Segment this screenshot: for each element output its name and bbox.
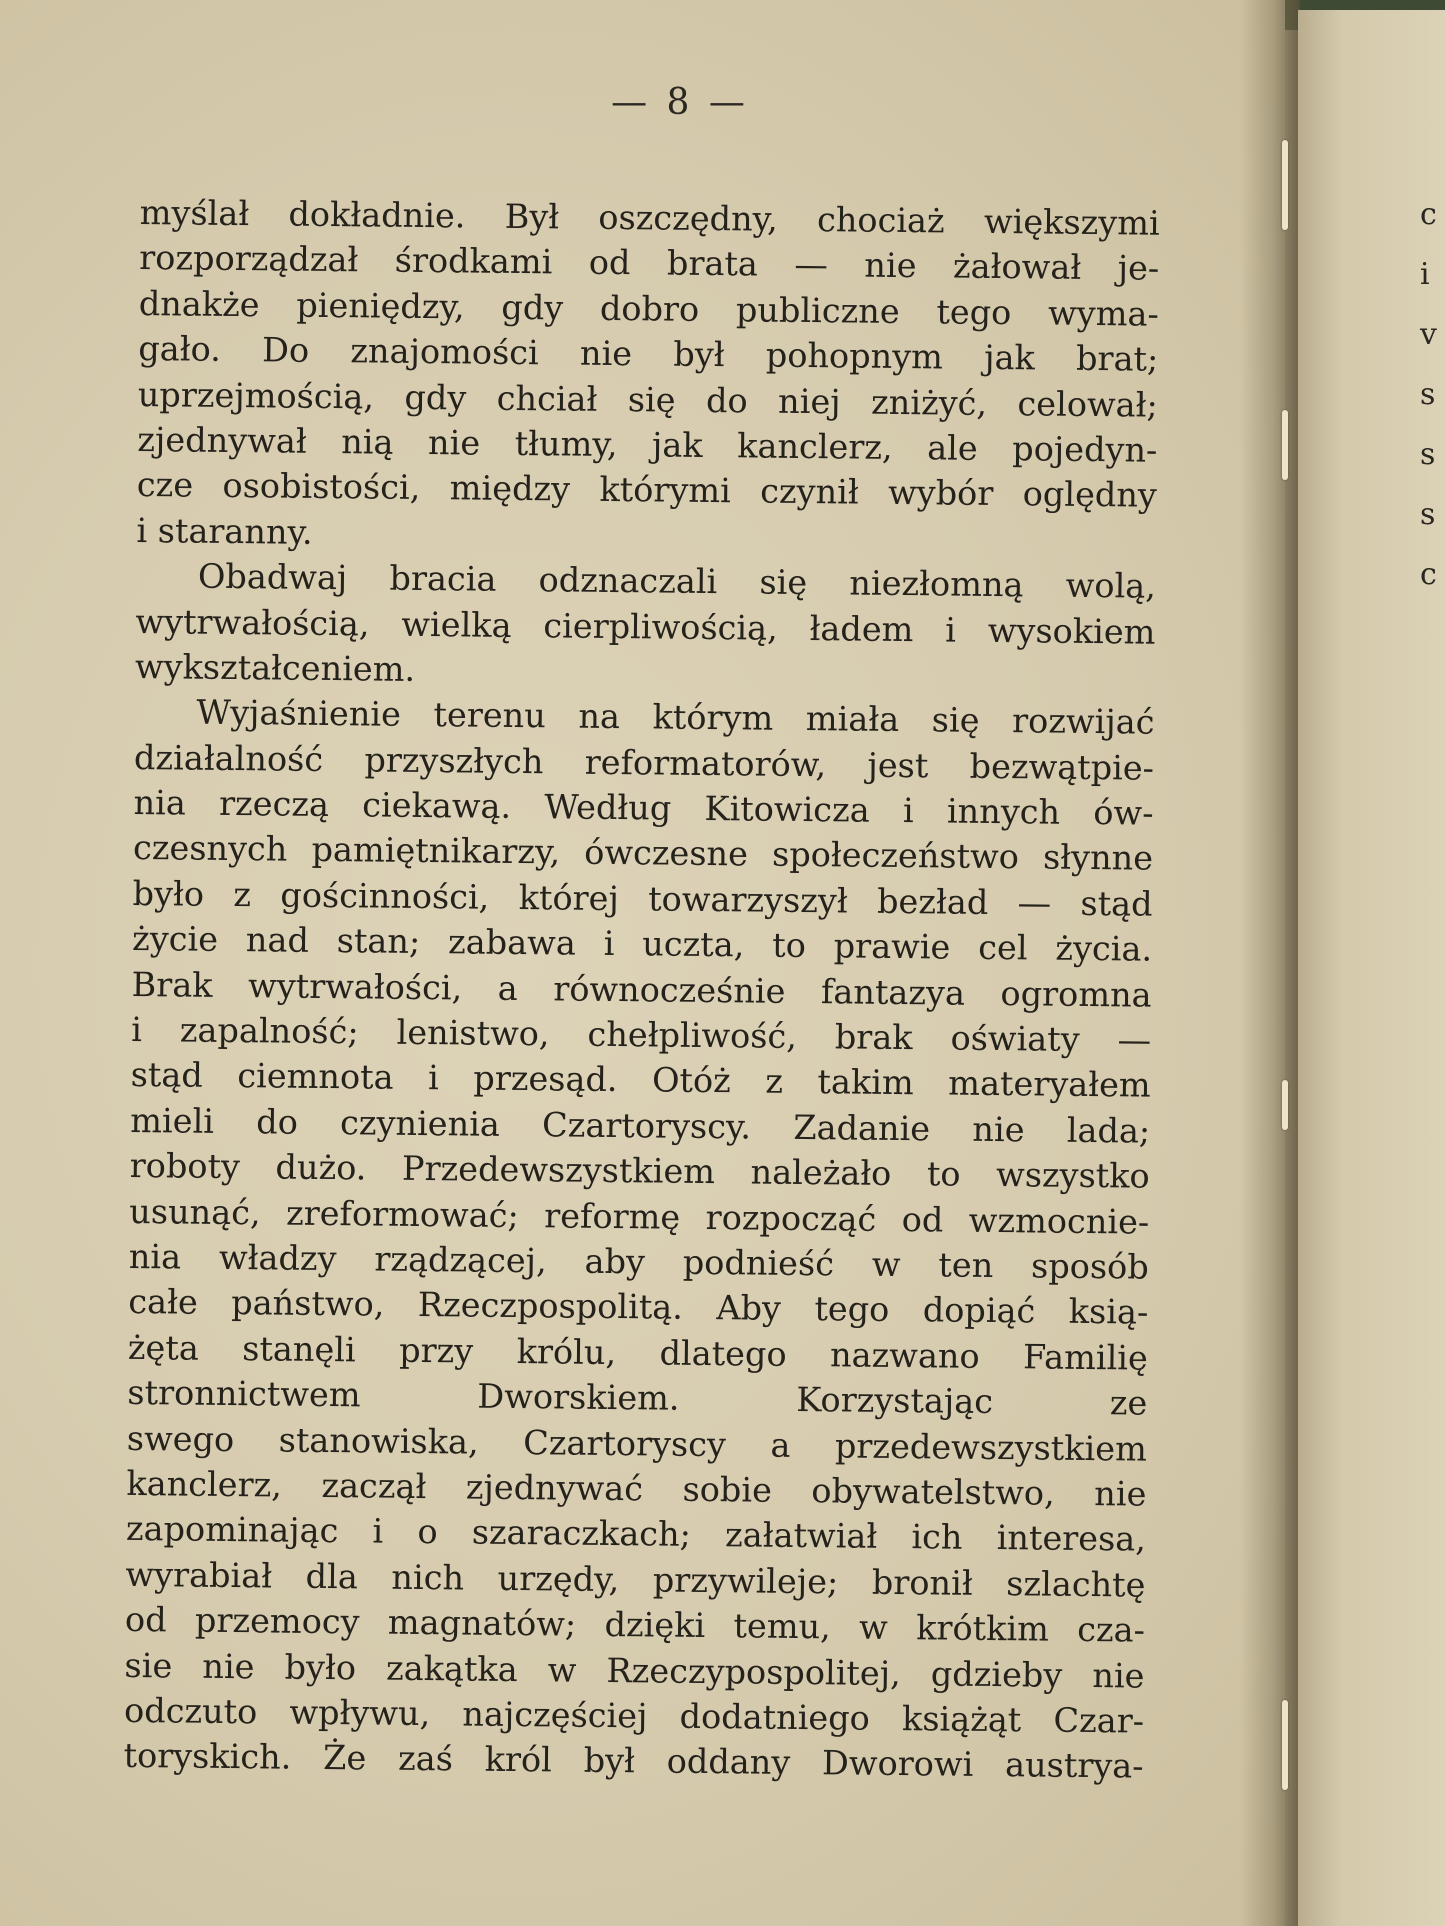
text-line: nia rzeczą ciekawą. Według Kitowicza i innych ów-: [133, 783, 1154, 833]
text-line: wykształceniem.: [134, 646, 416, 689]
facing-page-letter: s: [1420, 437, 1436, 472]
text-line: dnakże pieniędzy, gdy dobro publiczne tego wyma-: [138, 283, 1159, 334]
page-number: — 8 —: [611, 82, 749, 123]
text-line: nia władzy rządzącej, aby podnieść w ten sposób: [128, 1236, 1149, 1287]
text-line: Brak wytrwałości, a równocześnie fantazya ogromna: [131, 964, 1152, 1015]
text-line: i zapalność; lenistwo, chełpliwość, brak oświaty —: [131, 1009, 1152, 1060]
facing-page-letter: c: [1420, 197, 1437, 232]
text-line: zjednywał nią nie tłumy, jak kanclerz, ale pojedyn-: [137, 419, 1158, 470]
body-text: [123, 190, 1160, 1789]
text-line: wytrwałością, wielką cierpliwością, ładem i wysokiem: [135, 601, 1156, 652]
text-line: czesnych pamiętnikarzy, ówczesne społeczeństwo słynne: [132, 828, 1154, 879]
text-line: całe państwo, Rzeczpospolitą. Aby tego dopiąć ksią-: [128, 1282, 1149, 1332]
text-line: uprzejmością, gdy chciał się do niej zniżyć, celował;: [137, 374, 1159, 425]
text-line: żęta stanęli przy królu, dlatego nazwano Familię: [127, 1327, 1149, 1378]
text-line: swego stanowiska, Czartoryscy a przedewszystkiem: [126, 1418, 1148, 1469]
facing-page-text-fragments: [1420, 185, 1437, 605]
binding-stitch: [1282, 1080, 1288, 1130]
text-line: życie nad stan; zabawa i uczta, to prawie cel życia.: [131, 919, 1153, 969]
text-line: stąd ciemnota i przesąd. Otóż z takim materyałem: [130, 1055, 1151, 1106]
text-line: stronnictwem Dworskiem. Korzystając ze: [127, 1373, 1148, 1423]
binding-stitch: [1282, 1700, 1288, 1790]
text-line: i staranny.: [136, 510, 313, 552]
binding-stitch: [1282, 140, 1288, 230]
text-line: mieli do czynienia Czartoryscy. Zadanie nie lada;: [130, 1100, 1151, 1151]
text-line: wyrabiał dla nich urzędy, przywileje; bronił szlachtę: [125, 1554, 1146, 1605]
text-line: myślał dokładnie. Był oszczędny, chociaż większymi: [139, 192, 1160, 243]
text-line: działalność przyszłych reformatorów, jest bezwątpie-: [133, 737, 1155, 788]
text-line: od przemocy magnatów; dzięki temu, w krótkim cza-: [124, 1600, 1146, 1650]
text-line: było z gościnności, której towarzyszył bezład — stąd: [132, 873, 1153, 924]
text-line: odczuto wpływu, najczęściej dodatniego książąt Czar-: [123, 1690, 1145, 1741]
facing-page-letter: i: [1420, 257, 1430, 292]
facing-page-letter: c: [1420, 557, 1437, 592]
text-line: gało. Do znajomości nie był pohopnym jak brat;: [138, 329, 1159, 379]
facing-page-letter: v: [1420, 317, 1437, 352]
text-line: zapominając i o szaraczkach; załatwiał ich interesa,: [125, 1509, 1147, 1559]
text-line: kanclerz, zaczął zjednywać sobie obywatelstwo, nie: [126, 1463, 1147, 1514]
facing-page-letter: s: [1420, 377, 1436, 412]
text-line: usunąć, zreformować; reformę rozpocząć od wzmocnie-: [129, 1191, 1150, 1242]
text-line: toryskich. Że zaś król był oddany Dworowi austrya-: [123, 1736, 1144, 1786]
text-line: Obadwaj bracia odznaczali się niezłomną wolą,: [197, 556, 1157, 606]
text-line: roboty dużo. Przedewszystkiem należało to wszystko: [129, 1146, 1150, 1196]
text-line: sie nie było zakątka w Rzeczypospolitej, gdzieby nie: [124, 1645, 1145, 1696]
text-line: rozporządzał środkami od brata — nie żałował je-: [139, 238, 1160, 289]
book-gutter: [1240, 0, 1300, 1926]
binding-stitch: [1282, 410, 1288, 480]
text-line: Wyjaśnienie terenu na którym miała się rozwijać: [196, 692, 1155, 742]
text-line: cze osobistości, między którymi czynił wybór oględny: [136, 465, 1158, 516]
facing-page-letter: s: [1420, 497, 1436, 532]
